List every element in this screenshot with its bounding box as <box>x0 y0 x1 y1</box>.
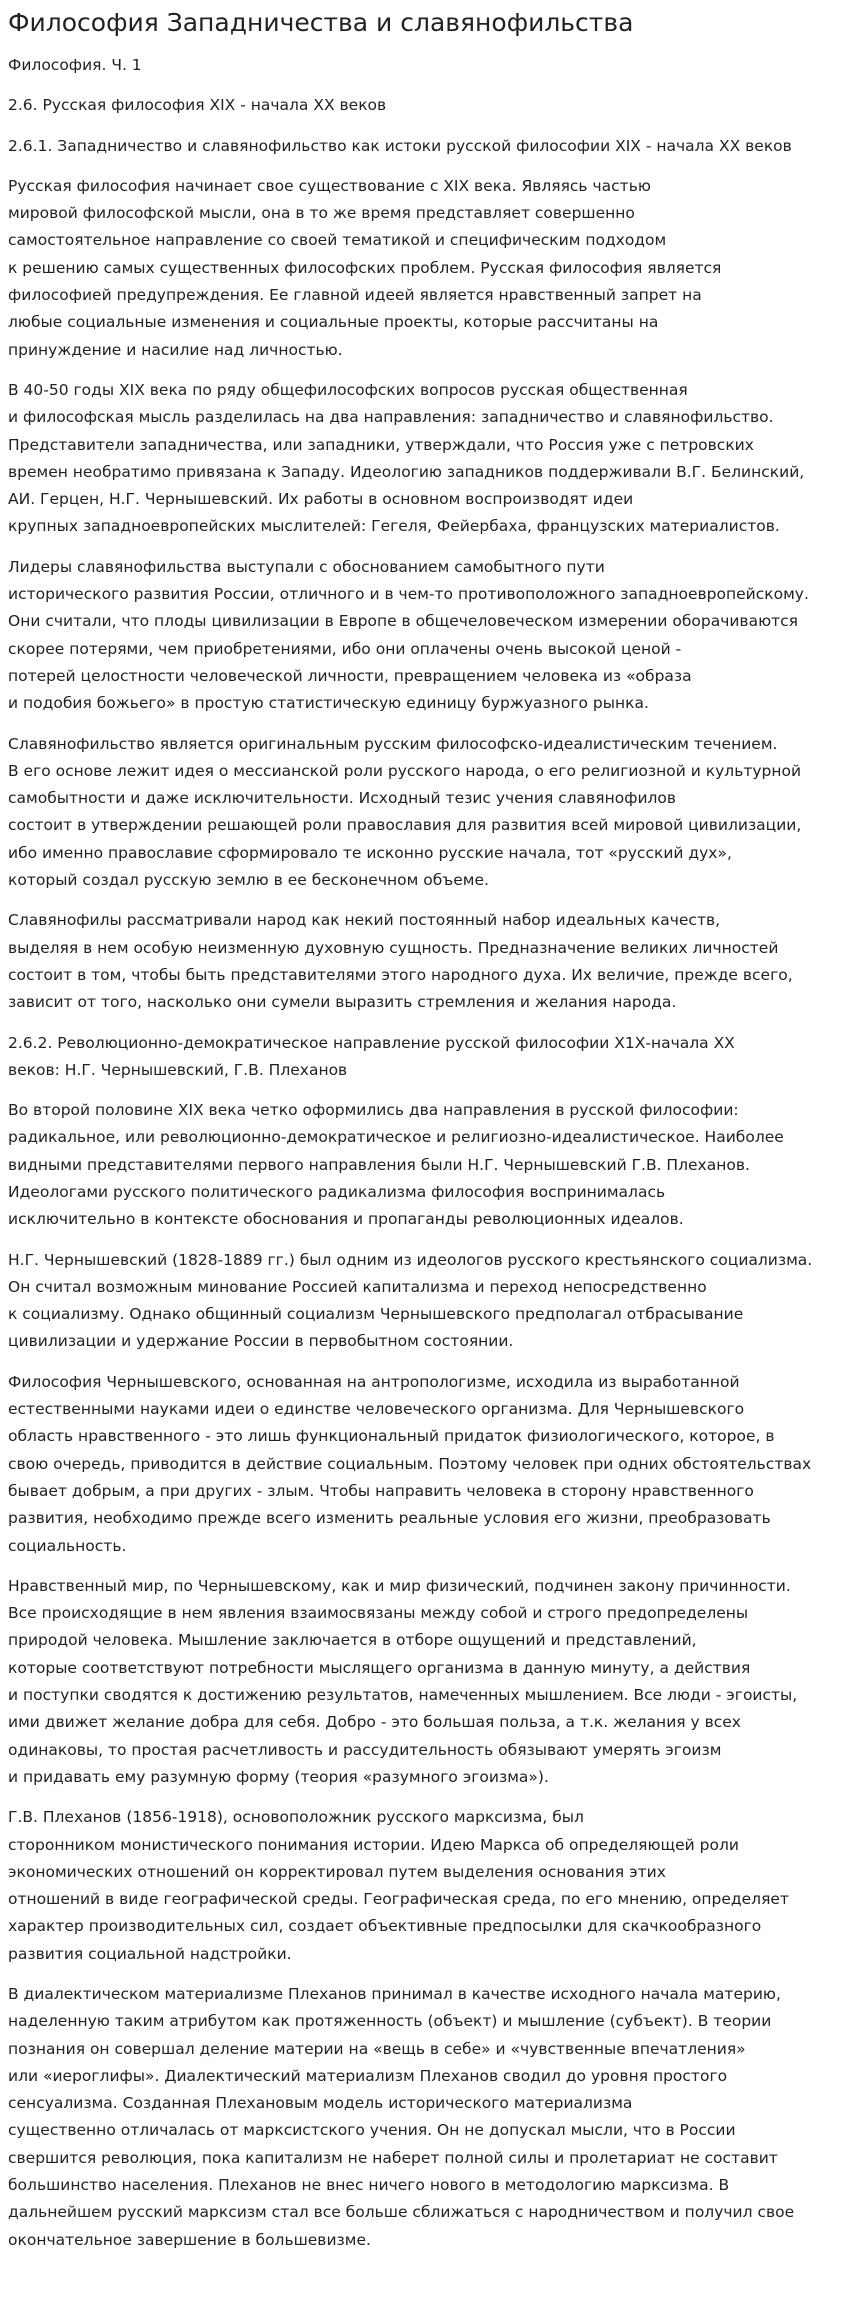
paragraph: Нравственный мир, по Чернышевскому, как и мир физический, подчинен закону причинности. Все происходящие в нем явления взаимосвязаны между собой и строго предопределены природой человека. Мышление заключается в отборе ощущений и представлений, которые соответствуют потребности мыслящего организма в данную минуту, а действия и поступки сводятся к достижению результатов, намеченных мышлением. Все люди - эгоисты, ими движет желание добра для себя. Добро - это большая польза, а т.к. желания у всех одинаковы, то простая расчетливость и рассудительность обязывают умерять эгоизм и придавать ему разумную форму (теория «разумного эгоизма»). <box>8 1576 798 1786</box>
paragraph: Во второй половине XIX века четко оформились два направления в русской философии: радикальное, или революционно-демократическое и религиозно-идеалистическое. Наиболее видными представителями первого направления были Н.Г. Чернышевский Г.В. Плеханов. Идеологами русского политического радикализма философия воспринималась исключительно в контексте обоснования и пропаганды революционных идеалов. <box>8 1101 784 1229</box>
section-heading: 2.6. Русская философия XIX - начала XX веков <box>8 96 387 115</box>
paragraph: Лидеры славянофильства выступали с обоснованием самобытного пути исторического развития России, отличного и в чем-то противоположного западноевропейскому. Они считали, что плоды цивилизации в Европе в общечеловеческом измерении оборачиваются скорее потерями, чем приобретениями, ибо они оплачены очень высокой ценой - потерей целостности человеческой личности, превращением человека из «образа и подобия божьего» в простую статистическую единицу буржуазного рынка. <box>8 557 809 713</box>
paragraph: Г.В. Плеханов (1856-1918), основоположник русского марксизма, был сторонником монистического понимания истории. Идею Маркса об определяющей роли экономических отношений он корректировал путем выделения основания этих отношений в виде географической среды. Географическая среда, по его мнению, определяет характер производительных сил, создает объективные предпосылки для скачкообразного развития социальной надстройки. <box>8 1808 789 1963</box>
paragraph: Философия Чернышевского, основанная на антропологизме, исходила из выработанной естественными науками идеи о единстве человеческого организма. Для Чернышевского область нравственного - это лишь функциональный придаток физиологического, которое, в свою очередь, приводится в действие социальным. Поэтому человек при одних обстоятельствах бывает добрым, а при других - злым. Чтобы направить человека в сторону нравственного развития, необходимо прежде всего изменить реальные условия его жизни, преобразовать социальность. <box>8 1372 812 1555</box>
page-title: Философия Западничества и славянофильства <box>8 8 634 37</box>
paragraph: Славянофильство является оригинальным русским философско-идеалистическим течением. В его основе лежит идея о мессианской роли русского народа, о его религиозной и культурной самобытности и даже исключительности. Исходный тезис учения славянофилов состоит в утверждении решающей роли православия для развития всей мировой цивилизации, ибо именно православие сформировало те исконно русские начала, тот «русский дух», который создал русскую землю в ее бесконечном объеме. <box>8 734 802 890</box>
paragraph: Н.Г. Чернышевский (1828-1889 гг.) был одним из идеологов русского крестьянского социализма. Он считал возможным минование Россией капитализма и переход непосредственно к социализму. Однако общинный социализм Чернышевского предполагал отбрасывание цивилизации и удержание России в первобытном состоянии. <box>8 1250 813 1351</box>
breadcrumb: Философия. Ч. 1 <box>8 56 142 74</box>
paragraph: Русская философия начинает свое существование с XIX века. Являясь частью мировой философской мысли, она в то же время представляет совершенно самостоятельное направление со своей тематикой и специфическим подходом к решению самых существенных философских проблем. Русская философия является философией предупреждения. Ее главной идеей является нравственный запрет на любые социальные изменения и социальные проекты, которые рассчитаны на принуждение и насилие над личностью. <box>8 176 722 359</box>
subsection-heading: 2.6.1. Западничество и славянофильство как истоки русской философии XIX - начала XX веков <box>8 136 792 155</box>
paragraph: В диалектическом материализме Плеханов принимал в качестве исходного начала материю, наделенную таким атрибутом как протяженность (объект) и мышление (субъект). В теории познания он совершал деление материи на «вещь в себе» и «чувственные впечатления» или «иероглифы». Диалектический материализм Плеханов сводил до уровня простого сенсуализма. Созданная Плехановым модель исторического материализма существенно отличалась от марксистского учения. Он не допускал мысли, что в России свершится революция, пока капитализм не наберет полной силы и пролетариат не составит большинство населения. Плеханов не внес ничего нового в методологию марксизма. В дальнейшем русский марксизм стал все больше сближаться с народничеством и получил свое окончательное завершение в большевизме. <box>8 1985 795 2249</box>
paragraph: В 40-50 годы XIX века по ряду общефилософских вопросов русская общественная и философская мысль разделилась на два направления: западничество и славянофильство. Представители западничества, или западники, утверждали, что Россия уже с петровских времен необратимо привязана к Западу. Идеологию западников поддерживали В.Г. Белинский, АИ. Герцен, Н.Г. Чернышевский. Их работы в основном воспроизводят идеи крупных западноевропейских мыслителей: Гегеля, Фейербаха, французских материалистов. <box>8 380 805 536</box>
paragraph: Славянофилы рассматривали народ как некий постоянный набор идеальных качеств, выделяя в нем особую неизменную духовную сущность. Предназначение великих личностей состоит в том, чтобы быть представителями этого народного духа. Их величие, прежде всего, зависит от того, насколько они сумели выразить стремления и желания народа. <box>8 911 793 1012</box>
subsection-heading: 2.6.2. Революционно-демократическое направление русской философии Х1Х-начала XX веков: Н.Г. Чернышевский, Г.В. Плеханов <box>8 1033 735 1079</box>
